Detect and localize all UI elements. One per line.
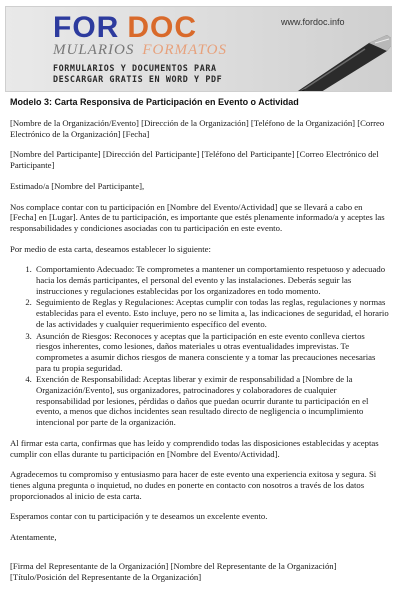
letter-body (10, 118, 390, 582)
hope-paragraph: Esperamos contar con tu participación y te deseamos un excelente evento. (10, 511, 268, 522)
list-item: 2. Seguimiento de Reglas y Regulaciones: Aceptas cumplir con todas las reglas, regulaciones y normas establecidas para el evento. Esto incluye, pero no se limita a, las indicaciones de seguridad, el horario de las actividades y cualquier requerimiento específico del evento. (34, 297, 390, 329)
fountain-pen-icon (291, 29, 392, 92)
logo-doc: DOC (127, 11, 197, 44)
lead-paragraph: Por medio de esta carta, deseamos establecer lo siguiente: (10, 243, 211, 254)
terms-list (10, 264, 390, 428)
confirm-paragraph: Al firmar esta carta, confirmas que has leído y comprendido todas las disposiciones establecidas y aceptas cumplir con ellas durante tu participación en [Nombre del Evento/Actividad]. (10, 437, 379, 459)
logo-sub-left: MULARIOS (53, 42, 135, 58)
site-url: www.fordoc.info (281, 17, 345, 27)
tagline-line-2: DESCARGAR GRATIS EN WORD Y PDF (53, 74, 223, 84)
list-item: 1. Comportamiento Adecuado: Te comprometes a mantener un comportamiento respetuoso y adecuado hacia los demás participantes, el personal del evento y las instalaciones. Deberás seguir las instrucciones y regulaciones establecidas por los organizadores en todo momento. (34, 264, 390, 296)
logo-subtitle (53, 42, 227, 59)
tagline (53, 63, 222, 85)
signature-title: [Título/Posición del Representante de la Organización] (10, 571, 202, 582)
participant-header: [Nombre del Participante] [Dirección del Participante] [Teléfono del Participante] [Correo Electrónico del Participante] (10, 149, 379, 171)
logo-for: FOR (53, 11, 120, 44)
header-banner (5, 6, 392, 92)
list-item: 4. Exención de Responsabilidad: Aceptas liberar y eximir de responsabilidad a [Nombre de la Organización/Evento], sus organizadores, patrocinadores y colaboradores de cualquier responsabilidad por lesiones, pérdidas o daños que puedan ocurrir durante tu participación en el evento, a menos que dichos incidentes sean resultado directo de negligencia o incumplimiento intencional por parte de la organización. (34, 374, 390, 428)
greeting: Estimado/a [Nombre del Participante], (10, 180, 145, 191)
logo (53, 13, 197, 43)
signature-line: [Firma del Representante de la Organización] [Nombre del Representante de la Organización] (10, 560, 337, 571)
tagline-line-1: FORMULARIOS Y DOCUMENTOS PARA (53, 63, 217, 73)
logo-sub-right: FORMATOS (142, 42, 227, 58)
organization-header: [Nombre de la Organización/Evento] [Dirección de la Organización] [Teléfono de la Organización] [Correo Electrónico de la Organización] [Fecha] (10, 118, 385, 139)
thanks-paragraph: Agradecemos tu compromiso y entusiasmo para hacer de este evento una experiencia exitosa y segura. Si tienes alguna pregunta o inquietud, no dudes en ponerte en contacto con nosotros a través de los datos proporcionados al inicio de esta carta. (10, 469, 377, 501)
document-title: Modelo 3: Carta Responsiva de Participación en Evento o Actividad (10, 97, 299, 107)
closing: Atentamente, (10, 532, 57, 543)
intro-paragraph: Nos complace contar con tu participación en [Nombre del Evento/Actividad] que se llevará a cabo en [Fecha] en [Lugar]. Antes de tu participación, es importante que estés plenamente informado/a y aceptes las responsabilidades y condiciones asociadas con tu participación en este evento. (10, 201, 385, 233)
list-item: 3. Asunción de Riesgos: Reconoces y aceptas que la participación en este evento conlleva ciertos riesgos inherentes, como lesiones, daños materiales u otras eventualidades imprevistas. Te comprometes a asumir dichos riesgos de manera consciente y a tomar las precauciones necesarias para tu propia seguridad. (34, 331, 390, 374)
